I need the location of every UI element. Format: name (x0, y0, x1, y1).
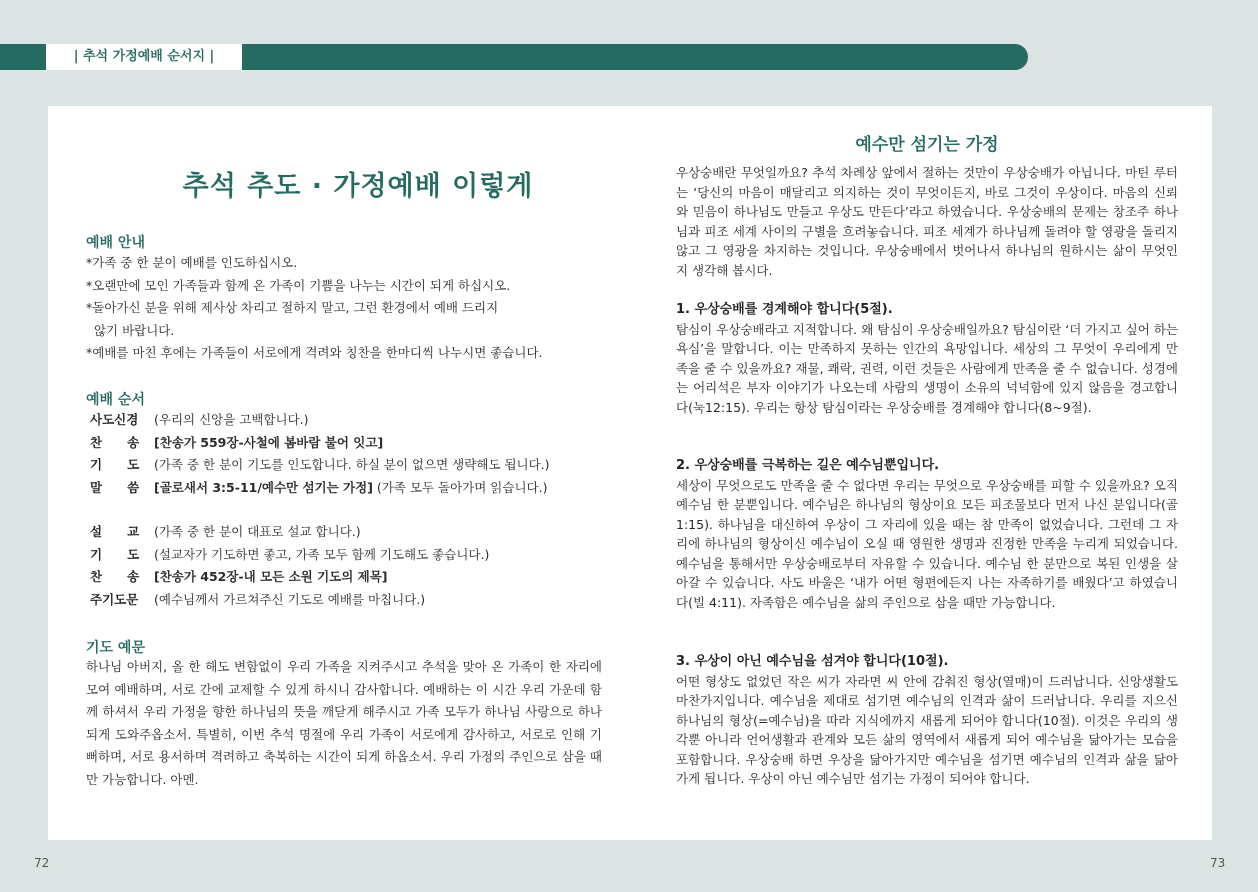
page-number-right: 73 (1210, 856, 1226, 870)
order-term: 찬 송 (90, 434, 140, 450)
order-term: 설 교 (90, 524, 140, 539)
page-number-left: 72 (34, 856, 50, 870)
order-term: 기 도 (90, 457, 140, 472)
order-heading: 예배 순서 (86, 392, 145, 408)
point-title: 3. 우상이 아닌 예수님을 섬겨야 합니다(10절). (676, 654, 949, 669)
guide-line: 않기 바랍니다. (86, 322, 175, 338)
guide-list (86, 252, 543, 365)
order-detail (154, 454, 550, 477)
order-row (90, 454, 550, 477)
point-3 (676, 652, 1178, 789)
guide-heading: 예배 안내 (86, 235, 145, 251)
point-text: 탐심이 우상숭배라고 지적합니다. 왜 탐심이 우상숭배일까요? 탐심이란 ‘더 가지고 싶어 하는 욕심’을 말합니다. 이는 만족하지 못하는 인간의 욕망입니다. 세상의 그 무엇이 우리에게 만족을 줄 수 있을까요? 재물, 쾌락, 권력, 이런 것들은 사람에게 만족을 줄 수 없습니다. 성경에는 어리석은 부자 이야기가 나오는데 사람의 생명이 소유의 넉넉함에 있지 않음을 경고합니다(눅12:15). 우리는 항상 탐심이라는 우상숭배를 경계해야 합니다(8~9절). (676, 321, 1178, 415)
order-term: 말 씀 (90, 479, 140, 495)
order-detail-main: [골로새서 3:5-11/예수만 섬기는 가정] (154, 479, 373, 495)
point-text: 세상이 무엇으로도 만족을 줄 수 없다면 우리는 무엇으로 우상숭배를 피할 수 있을까요? 오직 예수님 한 분뿐입니다. 예수님은 하나님의 형상이요 모든 피조물보다 먼저 나신 분입니다(골 1:15). 하나님을 대신하여 우상이 그 자리에 있을 때는 참 만족이 없었습니다. 그런데 그 자리에 하나님의 형상이신 예수님이 오실 때 영원한 생명과 진정한 만족을 누리게 되었습니다. 예수님을 통해서만 우상숭배로부터 자유할 수 있습니다. 예수님 한 분만으로 복된 인생을 살아갈 수 있습니다. 사도 바울은 ‘내가 어떤 형편에든지 나는 자족하기를 배웠다’고 하였습니다(빌 4:11). 자족함은 예수님을 삶의 주인으로 삼을 때만 가능합니다. (676, 477, 1178, 610)
order-detail-main: (가족 중 한 분이 대표로 설교 합니다.) (154, 524, 361, 539)
page-title: 추석 추도 · 가정예배 이렇게 (182, 171, 534, 202)
point-text: 어떤 형상도 없었던 작은 씨가 자라면 씨 안에 감춰진 형상(열매)이 드러납니다. 신앙생활도 마찬가지입니다. 예수님을 제대로 섬기면 예수님의 인격과 삶이 드러납니다. 우리를 지으신 하나님의 형상(=예수님)을 따라 지식에까지 새롭게 되어야 합니다(10절). 이것은 우리의 생각뿐 아니라 언어생활과 관계와 모든 삶의 영역에서 새롭게 되어 예수님을 닮아가는 모습을 포함합니다. 우상숭배 하면 우상을 닮아가지만 예수님을 섬기면 예수님의 인격과 삶을 닮아가게 됩니다. 우상이 아닌 예수님만 섬기는 가정이 되어야 합니다. (676, 673, 1178, 786)
essay-title: 예수만 섬기는 가정 (855, 135, 999, 155)
order-row (90, 409, 550, 432)
order-detail-main: [찬송가 559장-사철에 봄바람 불어 잇고] (154, 434, 384, 450)
order-detail (154, 589, 425, 612)
order-detail-main: (가족 중 한 분이 기도를 인도합니다. 하실 분이 없으면 생략해도 됩니다.) (154, 457, 550, 472)
order-detail (154, 409, 309, 432)
guide-line: *오랜만에 모인 가족들과 함께 온 가족이 기쁨을 나누는 시간이 되게 하십시오. (86, 277, 511, 293)
order-list-2 (90, 521, 489, 611)
essay-intro (676, 163, 1178, 280)
order-term: 찬 송 (90, 569, 140, 584)
point-title: 2. 우상숭배를 극복하는 길은 예수님뿐입니다. (676, 458, 940, 473)
order-row (90, 544, 489, 567)
order-row (90, 521, 489, 544)
guide-line: *돌아가신 분을 위해 제사상 차리고 절하지 말고, 그런 환경에서 예배 드리지 (86, 300, 499, 315)
order-row (90, 432, 550, 455)
order-detail (154, 477, 547, 500)
order-row (90, 589, 489, 612)
order-detail (154, 432, 383, 455)
order-row (90, 566, 489, 589)
order-detail-extra: (가족 모두 돌아가며 읽습니다.) (372, 479, 548, 495)
order-detail-main: (예수님께서 가르쳐주신 기도로 예배를 마칩니다.) (154, 591, 426, 607)
order-term: 주기도문 (90, 591, 139, 607)
guide-line: *예배를 마친 후에는 가족들이 서로에게 격려와 칭찬을 한마디씩 나누시면 좋습니다. (86, 345, 543, 360)
order-term: 사도신경 (90, 412, 139, 427)
order-detail-main: (설교자가 기도하면 좋고, 가족 모두 함께 기도해도 좋습니다.) (154, 546, 490, 562)
section-label: | 추석 가정예배 순서지 | (46, 44, 242, 70)
order-detail (154, 544, 489, 567)
order-detail-main: [찬송가 452장-내 모든 소원 기도의 제목] (154, 569, 388, 584)
order-detail-main: (우리의 신앙을 고백합니다.) (154, 412, 309, 427)
order-term: 기 도 (90, 546, 140, 562)
prayer-text: 하나님 아버지, 올 한 해도 변함없이 우리 가족을 지켜주시고 추석을 맞아 온 가족이 한 자리에 모여 예배하며, 서로 간에 교제할 수 있게 하시니 감사합니다. 예배하는 이 시간 우리 가운데 함께 하셔서 우리 가정을 향한 하나님의 뜻을 깨닫게 해주시고 가족 모두가 하나님 사랑으로 하나 되게 도와주옵소서. 특별히, 이번 추석 명절에 우리 가족이 서로에게 감사하고, 서로로 인해 기뻐하며, 서로 용서하며 격려하고 축복하는 시간이 되게 하옵소서. 우리 가정의 주인으로 삼을 때만 가능합니다. 아멘. (86, 659, 602, 787)
point-2 (676, 456, 1178, 612)
point-1 (676, 300, 1178, 417)
order-detail (154, 566, 388, 589)
point-title: 1. 우상숭배를 경계해야 합니다(5절). (676, 302, 893, 317)
order-detail (154, 521, 361, 544)
content-panel (48, 106, 1212, 840)
intro-paragraph: 우상숭배란 무엇일까요? 추석 차례상 앞에서 절하는 것만이 우상숭배가 아닙니다. 마틴 루터는 ‘당신의 마음이 매달리고 의지하는 것이 무엇이든지, 바로 그것이 우상이다. 마음의 신뢰와 믿음이 하나님도 만들고 우상도 만든다’라고 하였습니다. 우상숭배의 문제는 창조주 하나님과 피조 세계 사이의 구별을 흐려놓습니다. 피조 세계가 하나님께 돌려야 할 영광을 돌리지 않고 그 영광을 차지하는 것입니다. 우상숭배에서 벗어나서 하나님의 원하시는 삶이 무엇인지 생각해 봅시다. (676, 165, 1178, 278)
order-list-1 (90, 409, 550, 499)
guide-line: *가족 중 한 분이 예배를 인도하십시오. (86, 255, 298, 270)
prayer-heading: 기도 예문 (86, 640, 145, 656)
order-row (90, 477, 550, 500)
